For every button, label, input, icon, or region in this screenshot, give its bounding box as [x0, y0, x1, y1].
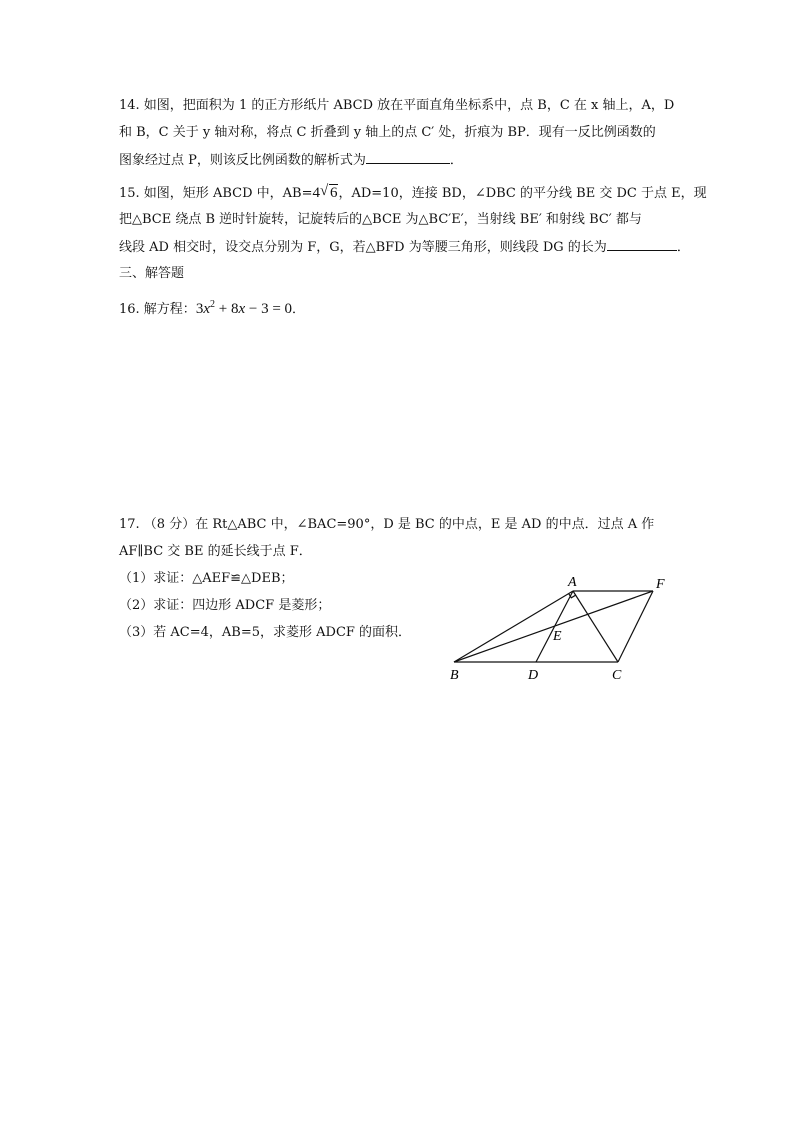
- q15-answer-blank[interactable]: [607, 238, 677, 251]
- q16-prefix: 16. 解方程：: [119, 302, 196, 317]
- q17-line-2: AF∥BC 交 BE 的延长线于点 F．: [119, 544, 312, 559]
- q16-eq-term: + 8: [214, 301, 239, 317]
- q16-line: [119, 296, 305, 319]
- q16-eq-coef: 3: [195, 301, 204, 317]
- q15-ab-coefficient: 4: [312, 185, 320, 201]
- q15-line-3-end: ．: [676, 240, 690, 255]
- label-e: E: [553, 629, 562, 644]
- q15-line-1-a: 15. 如图，矩形 ABCD 中，AB=: [119, 186, 313, 201]
- q14-line-2: 和 B，C 关于 y 轴对称，将点 C 折叠到 y 轴上的点 C′ 处，折痕为 BP．现有一反比例函数的: [119, 125, 656, 140]
- label-b: B: [450, 668, 459, 683]
- q16-eq-var: x: [203, 301, 210, 317]
- q15-line-1: [119, 184, 707, 203]
- q17-figure: [440, 570, 680, 685]
- q15-ab-value: [312, 185, 338, 201]
- label-a: A: [568, 575, 577, 590]
- q16-equation: [196, 301, 292, 317]
- q17-part-1: （1）求证：△AEF≌△DEB；: [119, 571, 294, 586]
- q17-part-3: （3）若 AC=4，AB=5，求菱形 ADCF 的面积．: [119, 625, 412, 640]
- q16-eq-var-2: x: [238, 301, 246, 317]
- q14-line-3: [119, 151, 463, 170]
- sqrt-symbol: √ 6: [319, 183, 338, 201]
- q15-line-3-text: 线段 AD 相交时，设交点分别为 F，G，若△BFD 为等腰三角形，则线段 DG 的长为: [119, 240, 607, 255]
- q15-line-1-b: ，AD=10，连接 BD，∠DBC 的平分线 BE 交 DC 于点 E，现: [338, 186, 707, 201]
- segment-ac: [573, 591, 618, 662]
- q15-ab-radicand: 6: [329, 185, 338, 201]
- label-f: F: [656, 577, 665, 592]
- label-c: C: [612, 668, 622, 683]
- q15-line-3: [119, 238, 690, 257]
- section-heading: 三、解答题: [119, 266, 185, 281]
- q15-line-2: 把△BCE 绕点 B 逆时针旋转，记旋转后的△BCE 为△BC′E′，当射线 BE′ 和射线 BC′ 都与: [119, 212, 642, 227]
- q17-line-1: 17. （8 分）在 Rt△ABC 中，∠BAC=90°，D 是 BC 的中点，E 是 AD 的中点．过点 A 作: [119, 517, 655, 532]
- q14-answer-blank[interactable]: [366, 151, 450, 164]
- q17-part-2: （2）求证：四边形 ADCF 是菱形；: [119, 598, 331, 613]
- q14-line-3-text: 图象经过点 P，则该反比例函数的解析式为: [119, 153, 366, 168]
- q14-line-1: 14. 如图，把面积为 1 的正方形纸片 ABCD 放在平面直角坐标系中，点 B，C 在 x 轴上，A，D: [119, 98, 675, 113]
- q16-eq-exp: 2: [209, 299, 215, 310]
- q16-eq-rest: − 3 = 0: [245, 301, 293, 317]
- q16-end: ．: [292, 302, 306, 317]
- q14-line-3-end: ．: [449, 153, 463, 168]
- label-d: D: [528, 668, 539, 683]
